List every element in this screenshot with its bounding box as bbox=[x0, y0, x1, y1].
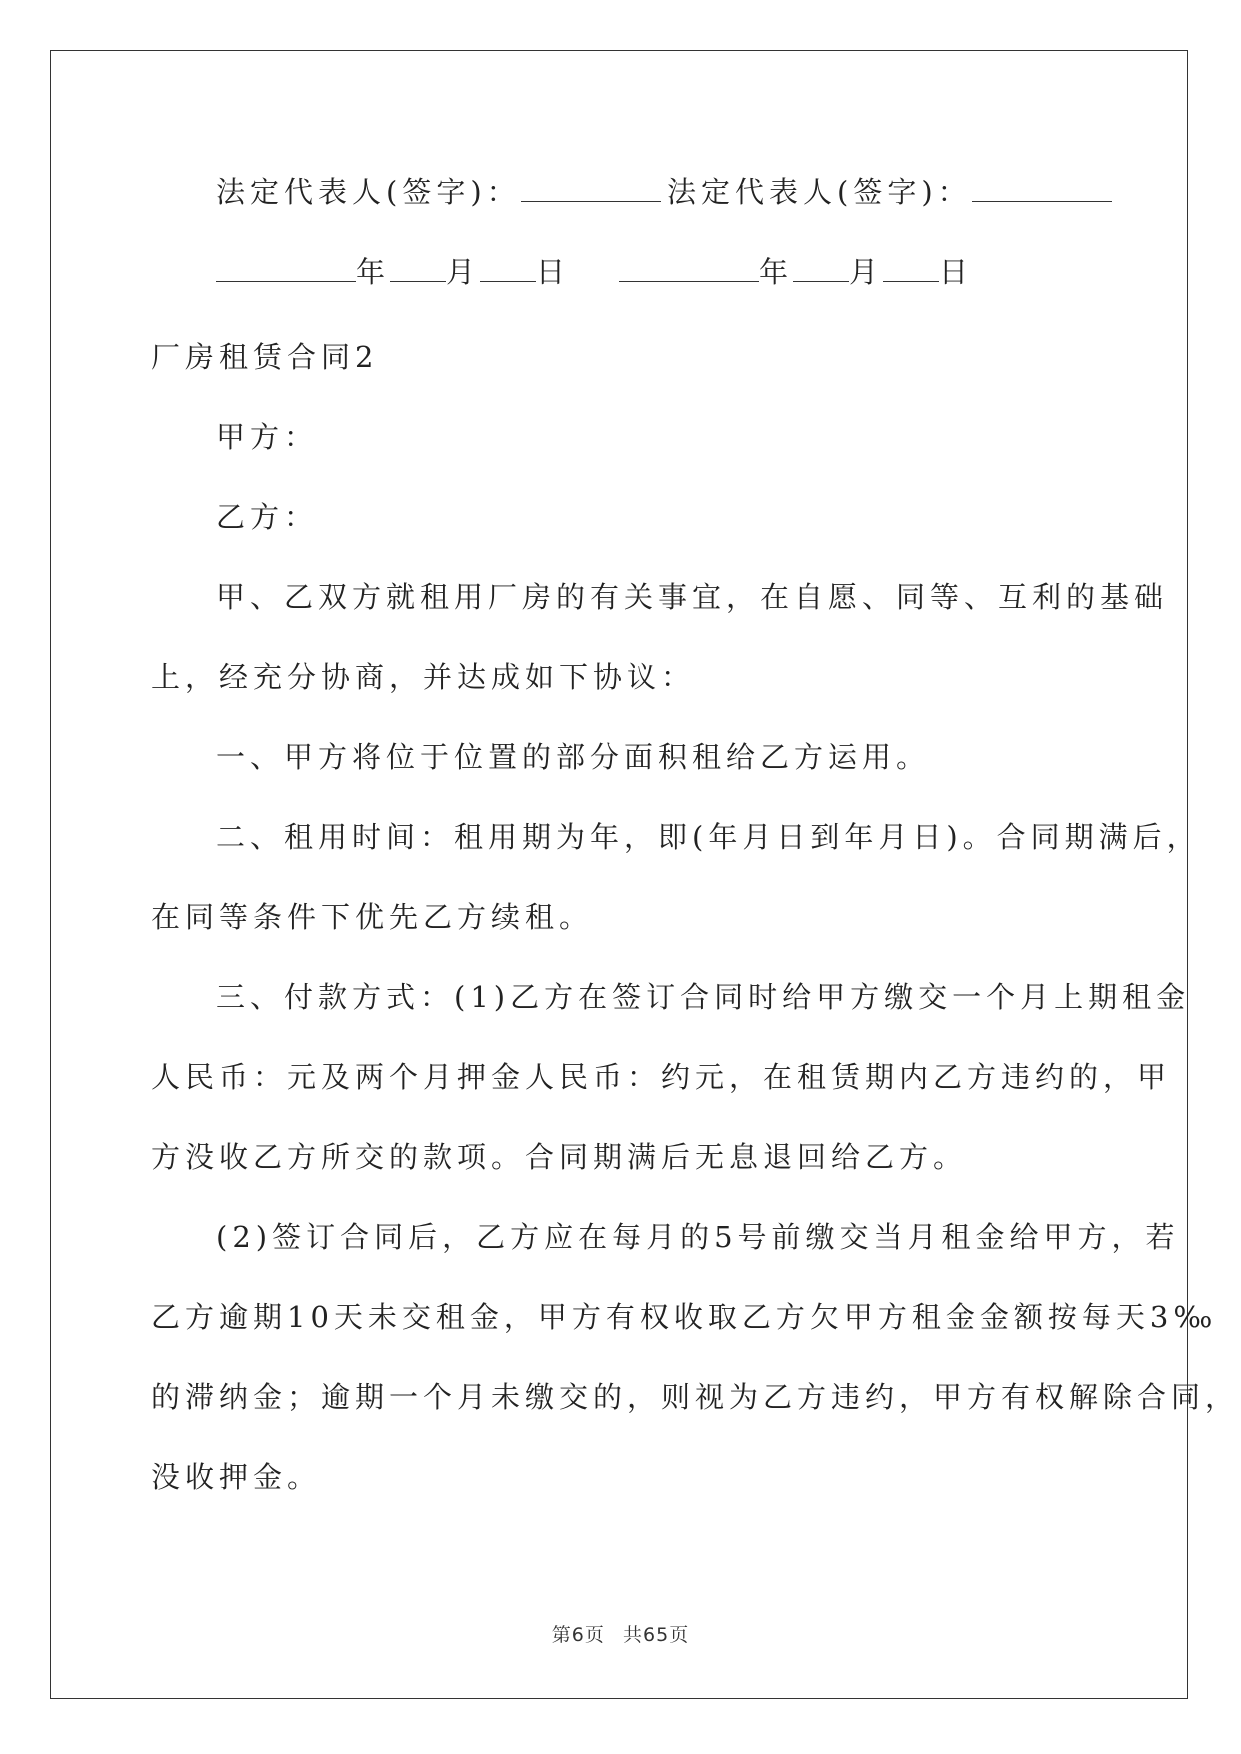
date-row-right bbox=[619, 252, 973, 292]
paragraph-line: 乙方逾期10天未交租金，甲方有权收取乙方欠甲方租金金额按每天3‰ bbox=[151, 1300, 1218, 1334]
paragraph-line: 的滞纳金；逾期一个月未缴交的，则视为乙方违约，甲方有权解除合同， bbox=[151, 1380, 1240, 1414]
signature-label-right: 法定代表人(签字)： bbox=[667, 175, 972, 209]
year-label-right: 年 bbox=[759, 255, 794, 289]
signature-blank-right bbox=[972, 173, 1112, 202]
paragraph-line: 人民币：元及两个月押金人民币：约元，在租赁期内乙方违约的，甲 bbox=[151, 1060, 1172, 1094]
paragraph-line: 甲、乙双方就租用厂房的有关事宜，在自愿、同等、互利的基础 bbox=[216, 580, 1169, 614]
day-label-right: 日 bbox=[939, 255, 974, 289]
page-number: 第6页 bbox=[551, 1624, 605, 1646]
signature-row-right bbox=[667, 172, 1112, 212]
paragraph-line: 三、付款方式：(1)乙方在签订合同时给甲方缴交一个月上期租金 bbox=[216, 980, 1191, 1014]
party-b-label: 乙方： bbox=[216, 500, 319, 534]
party-a-label: 甲方： bbox=[216, 420, 319, 454]
paragraph-line: 二、租用时间：租用期为年，即(年月日到年月日)。合同期满后， bbox=[216, 820, 1201, 854]
date-row-left bbox=[216, 252, 570, 292]
signature-blank-left bbox=[521, 173, 661, 202]
paragraph-line: 没收押金。 bbox=[151, 1460, 322, 1494]
paragraph-line: 上，经充分协商，并达成如下协议： bbox=[151, 660, 696, 694]
day-blank-right bbox=[883, 253, 939, 282]
paragraph-line: (2)签订合同后，乙方应在每月的5号前缴交当月租金给甲方，若 bbox=[216, 1220, 1180, 1254]
page-total: 共65页 bbox=[623, 1624, 690, 1646]
page-footer bbox=[0, 1620, 1241, 1647]
signature-label-left: 法定代表人(签字)： bbox=[216, 175, 521, 209]
month-label-right: 月 bbox=[849, 255, 884, 289]
month-blank-right bbox=[793, 253, 849, 282]
day-blank-left bbox=[480, 253, 536, 282]
paragraph-line: 方没收乙方所交的款项。合同期满后无息退回给乙方。 bbox=[151, 1140, 968, 1174]
year-label-left: 年 bbox=[356, 255, 391, 289]
paragraph-line: 一、甲方将位于位置的部分面积租给乙方运用。 bbox=[216, 740, 931, 774]
page-border bbox=[50, 50, 1191, 1699]
month-blank-left bbox=[390, 253, 446, 282]
year-blank-right bbox=[619, 253, 759, 282]
signature-row bbox=[216, 172, 661, 212]
day-label-left: 日 bbox=[536, 255, 571, 289]
paragraph-line: 在同等条件下优先乙方续租。 bbox=[151, 900, 594, 934]
month-label-left: 月 bbox=[446, 255, 481, 289]
year-blank-left bbox=[216, 253, 356, 282]
section-title: 厂房租赁合同2 bbox=[151, 340, 379, 374]
